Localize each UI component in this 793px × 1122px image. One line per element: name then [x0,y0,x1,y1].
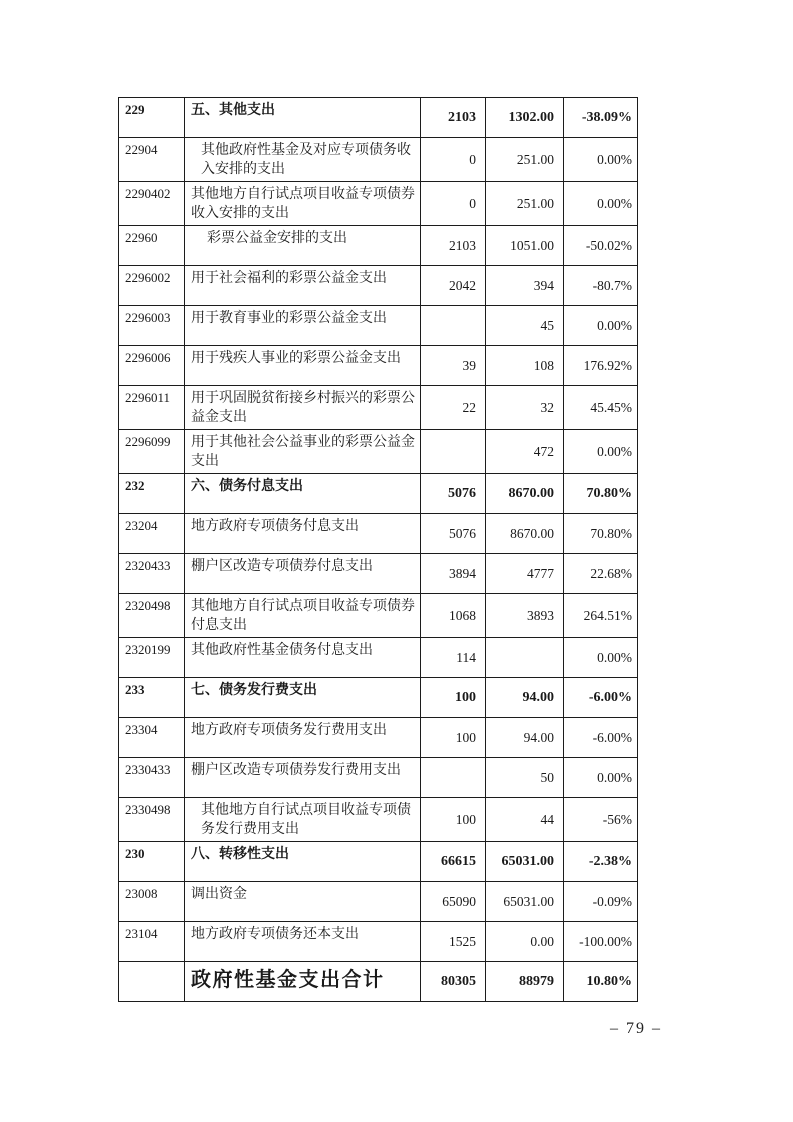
amount-col1-cell: 2103 [421,98,486,138]
table-row [119,430,638,474]
item-name-cell: 地方政府专项债务还本支出 [185,922,421,962]
table-row [119,306,638,346]
item-code-cell: 2296011 [119,386,185,430]
amount-col2-cell: 251.00 [486,182,564,226]
table-row [119,386,638,430]
amount-col2-cell: 65031.00 [486,882,564,922]
change-percent-cell: -6.00% [564,718,638,758]
table-row [119,922,638,962]
change-percent-cell: -50.02% [564,226,638,266]
item-code-cell: 2330498 [119,798,185,842]
table-row [119,474,638,514]
item-name-cell: 地方政府专项债务发行费用支出 [185,718,421,758]
item-name-cell: 用于残疾人事业的彩票公益金支出 [185,346,421,386]
item-name-cell: 其他政府性基金及对应专项债务收入安排的支出 [185,138,421,182]
amount-col1-cell: 100 [421,798,486,842]
item-code-cell: 23104 [119,922,185,962]
amount-col1-cell: 3894 [421,554,486,594]
item-name-cell: 其他地方自行试点项目收益专项债务发行费用支出 [185,798,421,842]
item-name-cell: 棚户区改造专项债券发行费用支出 [185,758,421,798]
item-name-cell: 用于教育事业的彩票公益金支出 [185,306,421,346]
change-percent-cell: 176.92% [564,346,638,386]
amount-col2-cell: 472 [486,430,564,474]
item-name-cell: 地方政府专项债务付息支出 [185,514,421,554]
table-row [119,514,638,554]
amount-col1-cell [421,430,486,474]
amount-col2-cell: 394 [486,266,564,306]
amount-col2-cell: 4777 [486,554,564,594]
amount-col2-cell: 94.00 [486,678,564,718]
item-name-cell: 用于巩固脱贫衔接乡村振兴的彩票公益金支出 [185,386,421,430]
amount-col1-cell: 0 [421,182,486,226]
change-percent-cell: 10.80% [564,962,638,1002]
amount-col1-cell: 114 [421,638,486,678]
change-percent-cell: 22.68% [564,554,638,594]
item-code-cell: 2296099 [119,430,185,474]
government-fund-expenditure-table [118,97,638,1002]
amount-col2-cell: 44 [486,798,564,842]
item-name-cell: 其他政府性基金债务付息支出 [185,638,421,678]
table-row [119,798,638,842]
change-percent-cell: 0.00% [564,182,638,226]
table-row [119,962,638,1002]
item-code-cell: 2296002 [119,266,185,306]
amount-col1-cell [421,306,486,346]
item-code-cell: 229 [119,98,185,138]
table-row [119,182,638,226]
table-row [119,594,638,638]
amount-col2-cell: 251.00 [486,138,564,182]
amount-col1-cell: 100 [421,678,486,718]
amount-col1-cell: 66615 [421,842,486,882]
amount-col2-cell: 94.00 [486,718,564,758]
item-code-cell: 2330433 [119,758,185,798]
item-code-cell: 2320433 [119,554,185,594]
table-row [119,138,638,182]
change-percent-cell: 0.00% [564,430,638,474]
item-code-cell: 23204 [119,514,185,554]
item-name-cell: 其他地方自行试点项目收益专项债券付息支出 [185,594,421,638]
item-code-cell: 2320498 [119,594,185,638]
item-code-cell: 2296003 [119,306,185,346]
change-percent-cell: 70.80% [564,474,638,514]
table-row [119,554,638,594]
item-code-cell: 22960 [119,226,185,266]
change-percent-cell: 0.00% [564,306,638,346]
amount-col1-cell: 22 [421,386,486,430]
page-number: – 79 – [610,1020,662,1037]
amount-col2-cell [486,638,564,678]
change-percent-cell: 45.45% [564,386,638,430]
amount-col1-cell: 80305 [421,962,486,1002]
change-percent-cell: -2.38% [564,842,638,882]
amount-col1-cell: 2103 [421,226,486,266]
table-row [119,266,638,306]
table-row [119,882,638,922]
item-name-cell: 政府性基金支出合计 [185,962,421,1002]
table-body [119,98,638,1002]
item-code-cell: 23304 [119,718,185,758]
item-name-cell: 彩票公益金安排的支出 [185,226,421,266]
item-code-cell [119,962,185,1002]
item-name-cell: 八、转移性支出 [185,842,421,882]
item-name-cell: 七、债务发行费支出 [185,678,421,718]
table-row [119,842,638,882]
table-row [119,226,638,266]
amount-col1-cell: 65090 [421,882,486,922]
amount-col2-cell: 50 [486,758,564,798]
amount-col2-cell: 32 [486,386,564,430]
change-percent-cell: 0.00% [564,638,638,678]
change-percent-cell: 264.51% [564,594,638,638]
amount-col2-cell: 0.00 [486,922,564,962]
amount-col2-cell: 3893 [486,594,564,638]
amount-col1-cell: 1525 [421,922,486,962]
table-row [119,718,638,758]
amount-col2-cell: 8670.00 [486,474,564,514]
change-percent-cell: -100.00% [564,922,638,962]
item-code-cell: 2290402 [119,182,185,226]
change-percent-cell: 0.00% [564,138,638,182]
change-percent-cell: -0.09% [564,882,638,922]
item-code-cell: 233 [119,678,185,718]
item-name-cell: 六、债务付息支出 [185,474,421,514]
amount-col2-cell: 88979 [486,962,564,1002]
item-name-cell: 其他地方自行试点项目收益专项债券收入安排的支出 [185,182,421,226]
amount-col1-cell: 2042 [421,266,486,306]
table-row [119,98,638,138]
item-name-cell: 调出资金 [185,882,421,922]
item-code-cell: 22904 [119,138,185,182]
amount-col1-cell: 100 [421,718,486,758]
amount-col2-cell: 8670.00 [486,514,564,554]
table-row [119,758,638,798]
change-percent-cell: -38.09% [564,98,638,138]
table-row [119,678,638,718]
item-name-cell: 用于社会福利的彩票公益金支出 [185,266,421,306]
item-code-cell: 2296006 [119,346,185,386]
item-code-cell: 230 [119,842,185,882]
item-name-cell: 棚户区改造专项债券付息支出 [185,554,421,594]
change-percent-cell: 70.80% [564,514,638,554]
amount-col2-cell: 65031.00 [486,842,564,882]
change-percent-cell: -6.00% [564,678,638,718]
amount-col2-cell: 45 [486,306,564,346]
amount-col2-cell: 1302.00 [486,98,564,138]
item-name-cell: 五、其他支出 [185,98,421,138]
amount-col1-cell: 1068 [421,594,486,638]
table-row [119,346,638,386]
amount-col2-cell: 1051.00 [486,226,564,266]
amount-col1-cell [421,758,486,798]
change-percent-cell: -80.7% [564,266,638,306]
item-code-cell: 232 [119,474,185,514]
item-code-cell: 2320199 [119,638,185,678]
change-percent-cell: 0.00% [564,758,638,798]
table-row [119,638,638,678]
amount-col1-cell: 5076 [421,474,486,514]
amount-col2-cell: 108 [486,346,564,386]
amount-col1-cell: 5076 [421,514,486,554]
amount-col1-cell: 39 [421,346,486,386]
change-percent-cell: -56% [564,798,638,842]
item-name-cell: 用于其他社会公益事业的彩票公益金支出 [185,430,421,474]
item-code-cell: 23008 [119,882,185,922]
amount-col1-cell: 0 [421,138,486,182]
